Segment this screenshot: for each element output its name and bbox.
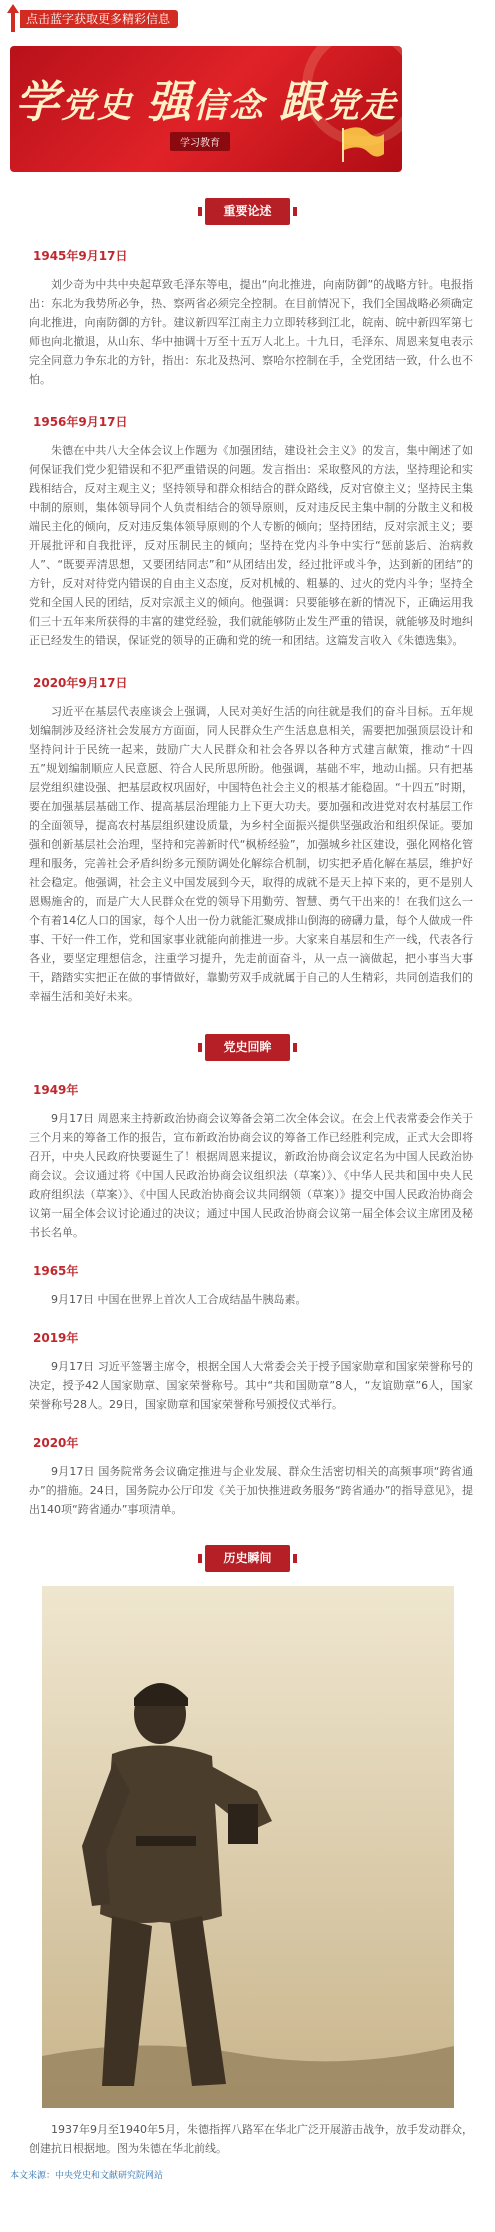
- entry-text: 9月17日 国务院常务会议确定推进与企业发展、群众生活密切相关的高频事项“跨省通办”的措施。24日，国务院办公厅印发《关于加快推进政务服务“跨省通办”的指导意见》，提出140项“跨省通办”事项清单。: [29, 1465, 473, 1516]
- section-header-dangshi: 党史回眸: [205, 1034, 290, 1061]
- entry-year: 2020年9月17日: [33, 676, 128, 690]
- entry-text: 刘少奇为中共中央起草致毛泽东等电，提出“向北推进，向南防御”的战略方针。电报指出：东北为我势所必争，热、察两省必须完全控制。在目前情况下，我们全国战略必须确定向北推进，向南防御的方针。建议新四军江南主力立即转移到江北，皖南、皖中新四军第七师也向北撤退，从山东、华中抽调十万至十五万人北上。十九日，毛泽东、周恩来复电表示完全同意力争东北的方针，指出：东北及热河、察哈尔控制在手，全党团结一致，什么也不怕。: [29, 278, 473, 386]
- entry-text: 朱德在中共八大全体会议上作题为《加强团结，建设社会主义》的发言，集中阐述了如何保证我们党少犯错误和不犯严重错误的问题。发言指出：采取整风的方法，坚持理论和实践相结合，反对主观主义；坚持领导和群众相结合的群众路线，反对官僚主义；坚持民主集中制的原则，集体领导同个人负责相结合的领导原则，反对违反民主集中制的分散主义和极端民主化的倾向，反对违反集体领导原则的个人专断的倾向；坚持团结，反对宗派主义；要开展批评和自我批评，反对压制民主的倾向；坚持在党内斗争中实行“惩前毖后、治病救人”、“既要弄清思想，又要团结同志”和“从团结出发，经过批评或斗争，达到新的团结”的方针，反对对待党内错误的自由主义态度，反对机械的、粗暴的、过火的党内斗争；坚持全党和全国人民的团结，反对宗派主义的倾向。他强调：只要能够在新的情况下，正确运用我们三十五年来所获得的丰富的建党经验，我们就能够防止发生严重的错误，就能够及时地纠正已经发生的错误，保证党的领导的正确和党的统一和团结。这篇发言收入《朱德选集》。: [29, 444, 473, 647]
- history-photo: [42, 1586, 454, 2108]
- follow-prompt[interactable]: 点击蓝字获取更多精彩信息: [20, 10, 178, 28]
- section-header-zhongyao: 重要论述: [205, 198, 290, 225]
- soldier-figure: [42, 1586, 454, 2108]
- entry-text: 9月17日 习近平签署主席令，根据全国人大常委会关于授予国家勋章和国家荣誉称号的决定，授予42人国家勋章、国家荣誉称号。其中“共和国勋章”8人，“友谊勋章”6人，国家荣誉称号28人。29日，国家勋章和国家荣誉称号颁授仪式举行。: [29, 1360, 473, 1411]
- photo-caption: 1937年9月至1940年5月，朱德指挥八路军在华北广泛开展游击战争，放手发动群众，创建抗日根据地。图为朱德在华北前线。: [29, 2123, 473, 2155]
- banner-subtitle: 学习教育: [170, 132, 230, 151]
- entry-year: 1965年: [33, 1264, 79, 1278]
- entry-text: 9月17日 周恩来主持新政治协商会议筹备会第二次全体会议。在会上代表常委会作关于三个月来的筹备工作的报告，宣布新政治协商会议的筹备工作已经胜利完成，正式大会即将召开，中央人民政府快要诞生了！根据周恩来提议，新政治协商会议定名为中国人民政治协商会议。会议通过将《中国人民政治协商会议组织法（草案）》、《中华人民共和国中央人民政府组织法（草案）》、《中国人民政治协商会议共同纲领（草案）》提交中国人民政治协商会议第一届全体会议讨论通过的决议；通过中国人民政治协商会议第一届全体会议主席团及秘书长名单。: [29, 1112, 473, 1239]
- entry-text: 习近平在基层代表座谈会上强调，人民对美好生活的向往就是我们的奋斗目标。五年规划编制涉及经济社会发展方方面面，同人民群众生产生活息息相关，需要把加强顶层设计和坚持问计于民统一起来，鼓励广大人民群众和社会各界以各种方式建言献策，推动“十四五”规划编制顺应人民意愿、符合人民所思所盼。他强调，基础不牢，地动山摇。只有把基层党组织建设强、把基层政权巩固好，中国特色社会主义的根基才能稳固。“十四五”时期，要在加强基层基础工作、提高基层治理能力上下更大功夫。要加强和改进党对农村基层工作的全面领导，提高农村基层组织建设质量，为乡村全面振兴提供坚强政治和组织保证。要加强和创新基层社会治理，坚持和完善新时代“枫桥经验”，加强城乡社区建设，强化网格化管理和服务，完善社会矛盾纠纷多元预防调处化解综合机制，切实把矛盾化解在基层，维护好社会稳定。他强调，社会主义中国发展到今天，取得的成就不是天上掉下来的，更不是别人恩赐施舍的，而是广大人民群众在党的领导下用勤劳、智慧、勇气干出来的！在我们这么一个有着14亿人口的国家，每个人出一份力就能汇聚成排山倒海的磅礴力量，每个人做成一件事、干好一件工作，党和国家事业就能向前推进一步。大家来自基层和生产一线，代表各行各业，要坚定理想信念，注重学习提升，先走前面奋斗，从一点一滴做起，把小事当大事干，踏踏实实把正在做的事情做好，靠勤劳双手成就属于自己的人生精彩，共同创造我们的幸福生活和美好未来。: [29, 705, 473, 1003]
- banner: [10, 46, 402, 172]
- entry-year: 2019年: [33, 1331, 79, 1345]
- entry-year: 1945年9月17日: [33, 249, 128, 263]
- section-header-lishi: 历史瞬间: [205, 1545, 290, 1572]
- source-note: 本文来源：中央党史和文献研究院网站: [10, 2171, 164, 2181]
- entry-year: 2020年: [33, 1436, 79, 1450]
- arrow-up-icon: [6, 4, 20, 32]
- flag-icon: [340, 126, 386, 162]
- banner-title: 学党史 强信念 跟党走: [15, 77, 397, 128]
- entry-year: 1956年9月17日: [33, 415, 128, 429]
- entry-year: 1949年: [33, 1083, 79, 1097]
- entry-text: 9月17日 中国在世界上首次人工合成结晶牛胰岛素。: [51, 1293, 307, 1306]
- follow-bar[interactable]: [0, 0, 495, 38]
